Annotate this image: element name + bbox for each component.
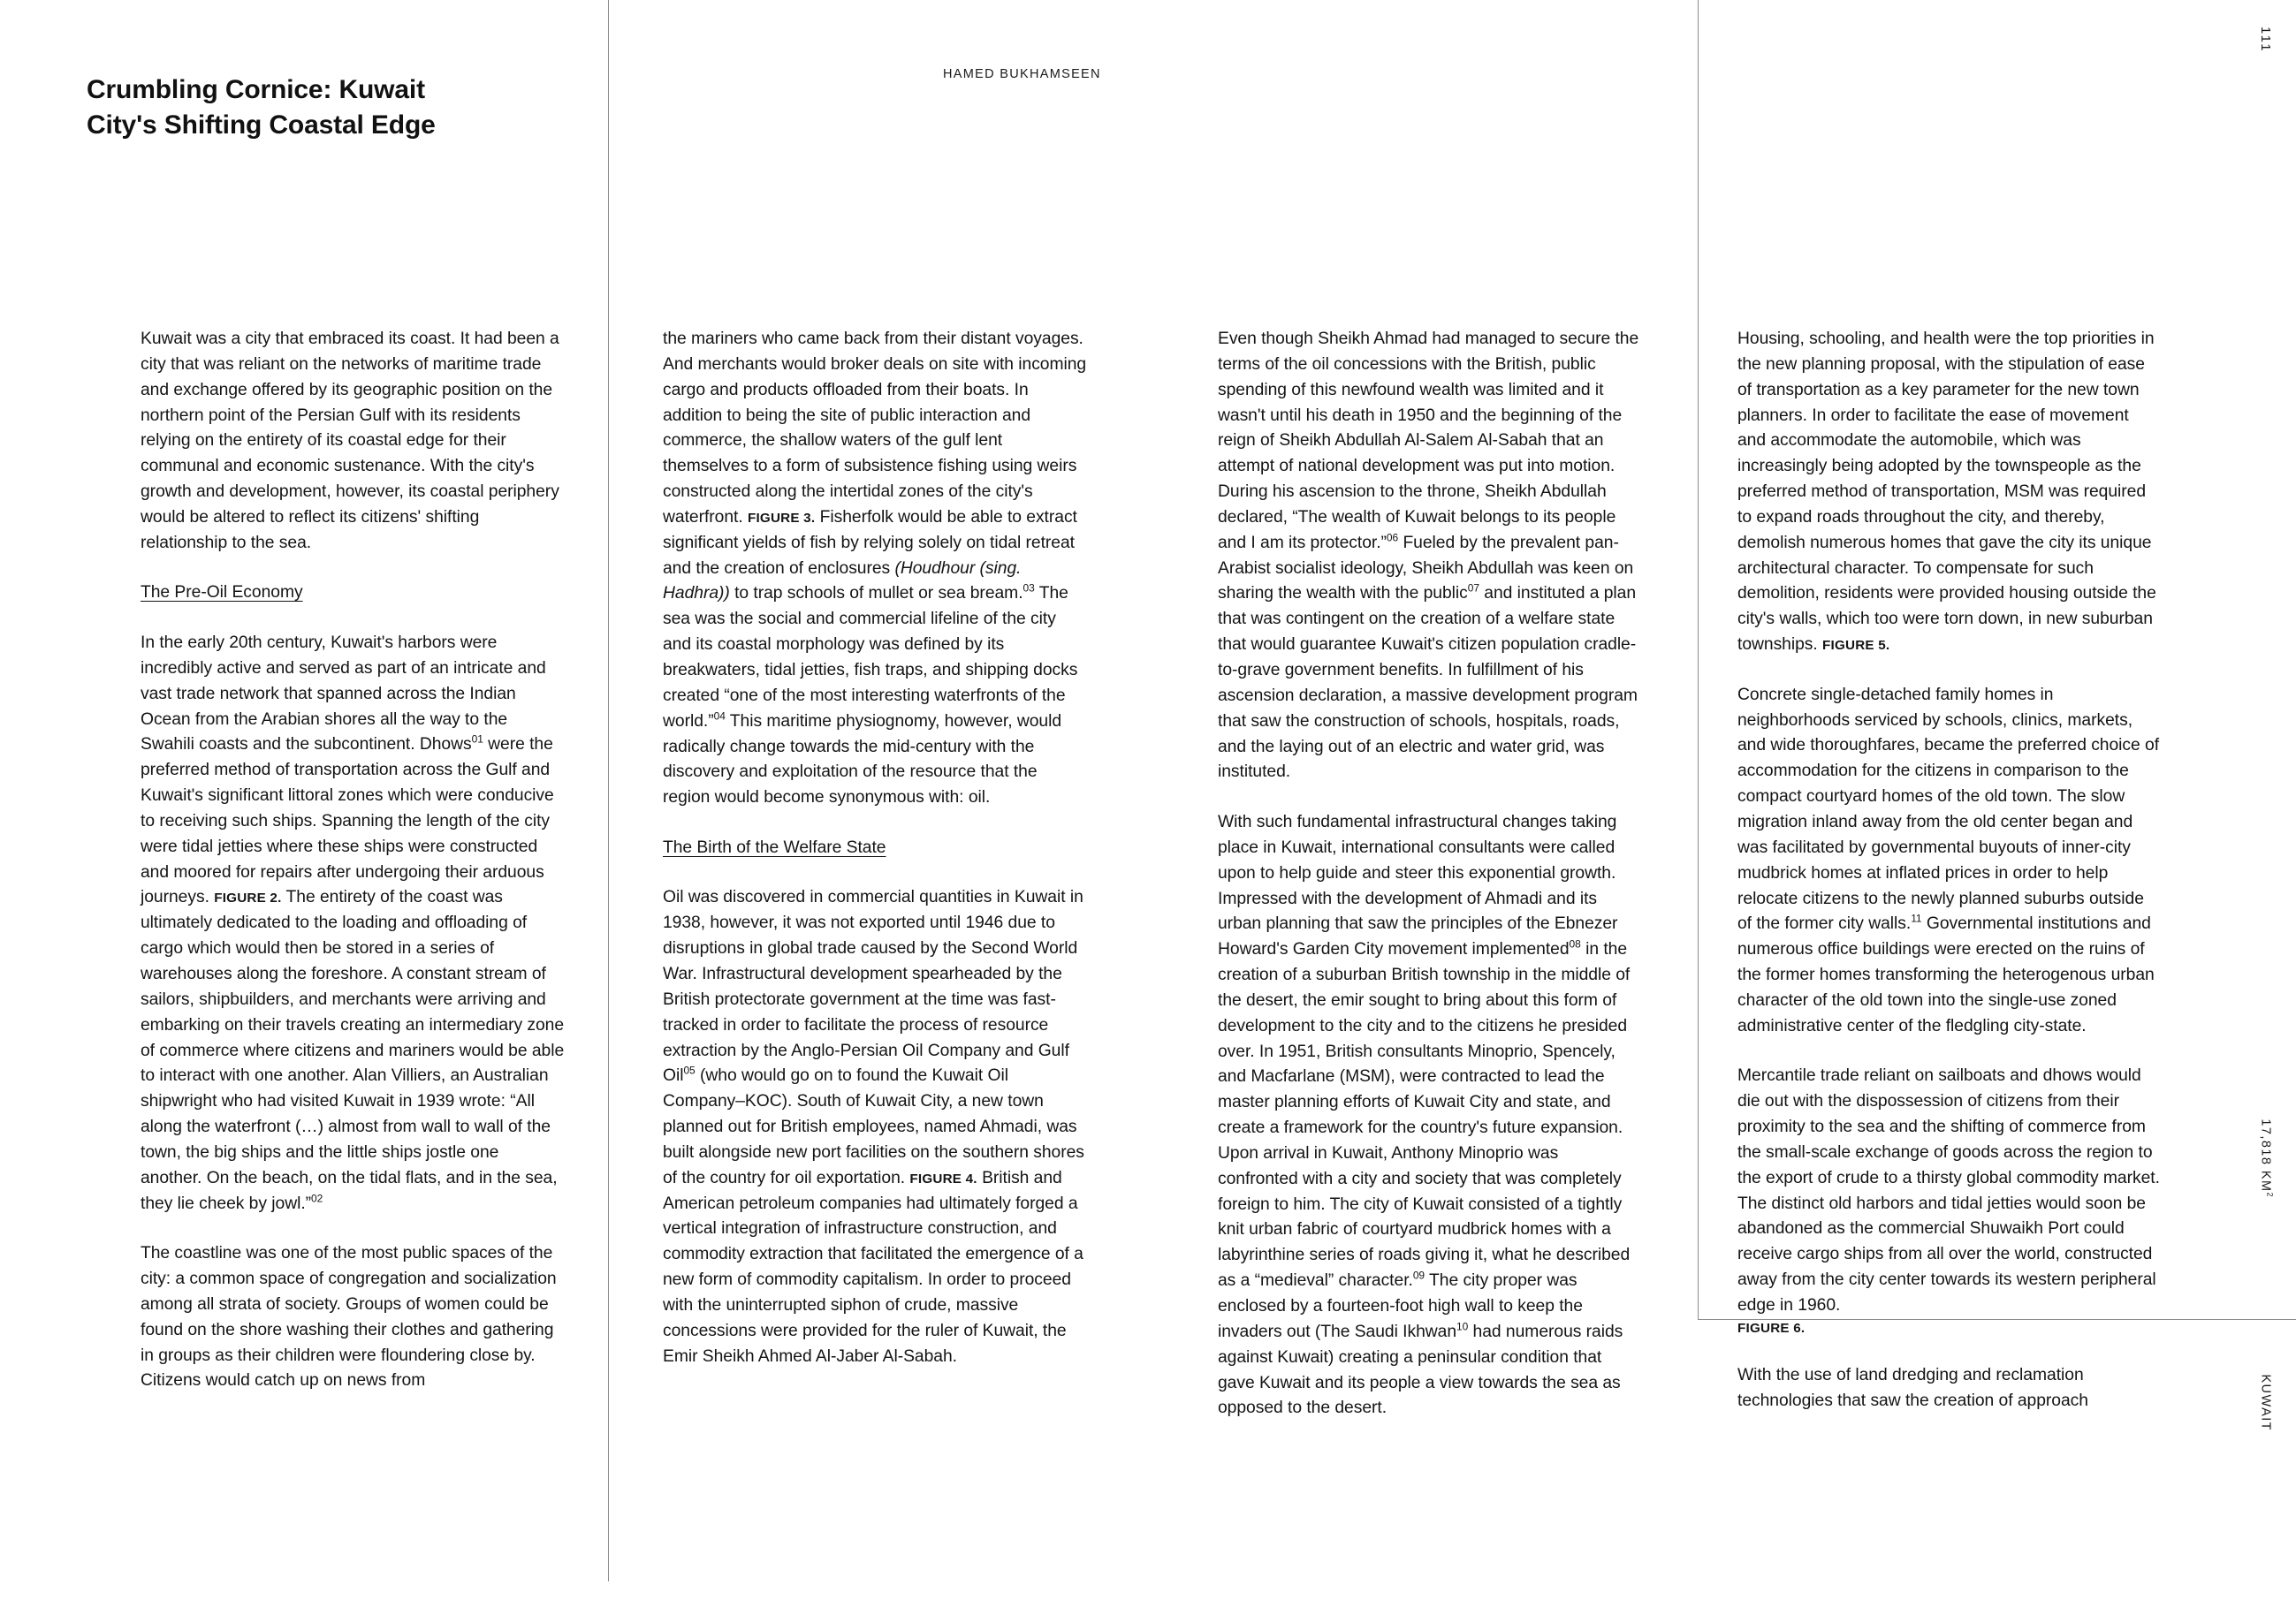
paragraph	[141, 631, 565, 1217]
paragraph-part: The sea was the social and commercial lifeline of the city and its coastal morphology was defined by its breakwaters, tidal jetties, fish traps, and shipping docks created “one of the most interesting waterfronts of the world.”	[663, 584, 1078, 731]
article-body	[0, 327, 2296, 1564]
text-column-4	[1737, 327, 2162, 1414]
paragraph	[663, 327, 1087, 811]
running-head: HAMED BUKHAMSEEN	[943, 67, 1101, 81]
paragraph-part: Mercantile trade reliant on sailboats and dhows would die out with the dispossession of citizens from their proximity to the sea and the shifting of commerce from the small-scale exchange of goods across the region to the export of crude to a thirsty global commodity market. The distinct old harbors and tidal jetties would soon be abandoned as the commercial Shuwaikh Port could receive cargo ships from all over the world, constructed away from the city center towards its western peripheral edge in 1960.	[1737, 1066, 2160, 1315]
paragraph-part: the mariners who came back from their distant voyages. And merchants would broker deals on site with incoming cargo and products offloaded from their boats. In addition to being the site of public interaction and commerce, the shallow waters of the gulf lent themselves to a form of subsistence fishing using weirs constructed along the intertidal zones of the city's waterfront.	[663, 330, 1087, 527]
paragraph-part: Oil was discovered in commercial quantities in Kuwait in 1938, however, it was not exported until 1946 due to disruptions in global trade caused by the Second World War. Infrastructural development spearheaded by the British protectorate government at the time was fast-tracked in order to facilitate the process of resource extraction by the Anglo-Persian Oil Company and Gulf Oil	[663, 888, 1083, 1086]
footnote-marker: 05	[683, 1064, 696, 1077]
footnote-marker: 07	[1467, 582, 1479, 595]
side-label-area: 17,818 $KM^2$	[2259, 1118, 2275, 1198]
paragraph-part: Housing, schooling, and health were the top priorities in the new planning proposal, with the stipulation of ease of transportation as a key parameter for the new town planners. In order to facilitate the ease of movement and accommodate the automobile, which was increasingly being adopted by the townspeople as the preferred method of transportation, MSM was required to expand roads throughout the city, and thereby, demolish numerous homes that gave the city its unique architectural character. To compensate for such demolition, residents were provided housing outside the city's walls, which too were torn down, in new suburban townships.	[1737, 330, 2156, 655]
paragraph-part: were the preferred method of transportation across the Gulf and Kuwait's significant littoral zones which were conducive to receiving such ships. Spanning the length of the city were tidal jetties where these ships were constructed and moored for repairs after undergoing their arduous journeys.	[141, 735, 554, 907]
footnote-marker: 09	[1412, 1269, 1425, 1282]
paragraph	[663, 885, 1087, 1369]
text-column-3	[1218, 327, 1642, 1422]
figure-reference: FIGURE 5.	[1822, 638, 1890, 654]
figure-reference: FIGURE 2.	[214, 891, 282, 906]
side-label-country: KUWAIT	[2259, 1374, 2273, 1431]
footnote-marker: 10	[1456, 1320, 1469, 1333]
footnote-marker: 04	[713, 709, 726, 723]
paragraph-part: British and American petroleum companies had ultimately forged a vertical integration of infrastructure construction, and commodity extraction that facilitated the emergence of a new form of commodity capitalism. In order to proceed with the uninterrupted siphon of crude, massive concessions were provided for the ruler of Kuwait, the Emir Sheikh Ahmed Al-Jaber Al-Sabah.	[663, 1168, 1083, 1366]
page-number: 111	[2258, 26, 2273, 53]
paragraph-part: Fisherfolk would be able to extract significant yields of fish by relying solely on tidal retreat and the creation of enclosures	[663, 507, 1077, 578]
paragraph	[1737, 327, 2162, 658]
paragraph-part: Fueled by the prevalent pan-Arabist socialist ideology, Sheikh Abdullah was keen on sharing the wealth with the public	[1218, 533, 1634, 603]
figure-reference: FIGURE 3.	[747, 510, 816, 526]
paragraph: With the use of land dredging and reclamation technologies that saw the creation of approach	[1737, 1366, 2088, 1411]
paragraph: The coastline was one of the most public spaces of the city: a common space of congregation and socialization among all strata of society. Groups of women could be found on the shore washing their clothes and gathering in groups as their children were floundering close by. Citizens would catch up on news from	[141, 1244, 557, 1391]
text-column-2	[663, 327, 1087, 1369]
italic-term: (Houdhour (sing. Hadhra))	[663, 558, 1022, 603]
subheading-birth-of-welfare-state: The Birth of the Welfare State	[663, 838, 886, 857]
paragraph-part: (who would go on to found the Kuwait Oil Company–KOC). South of Kuwait City, a new town planned out for British employees, named Ahmadi, was built alongside new port facilities on the southern shores of the country for oil exportation.	[663, 1066, 1084, 1187]
footnote-marker: 11	[1911, 912, 1922, 925]
footnote-marker: 03	[1023, 582, 1035, 595]
paragraph	[1737, 1064, 2162, 1338]
footnote-marker: 08	[1569, 937, 1581, 951]
paragraph	[1218, 810, 1642, 1422]
paragraph-part: The entirety of the coast was ultimately dedicated to the loading and offloading of cargo which would then be stored in a series of warehouses along the foreshore. A constant stream of sailors, shipbuilders, and merchants were arriving and embarking on their travels creating an intermediary zone of commerce where citizens and mariners would be able to interact with one another. Alan Villiers, an Australian shipwright who had visited Kuwait in 1939 wrote: “All along the waterfront (…) almost from wall to wall of the town, the big ships and the little ships jostle one another. On the beach, on the tidal flats, and in the sea, they lie cheek by jowl.”	[141, 888, 565, 1213]
paragraph-part: Concrete single-detached family homes in neighborhoods serviced by schools, clinics, markets, and wide thoroughfares, became the preferred choice of accommodation for the citizens in comparison to the compact courtyard homes of the old town. The slow migration inland away from the old center began and was facilitated by governmental buyouts of inner-city mudbrick homes at inflated prices in order to help relocate citizens to the newly planned suburbs outside of the former city walls.	[1737, 685, 2160, 934]
paragraph-part: had numerous raids against Kuwait) creating a peninsular condition that gave Kuwait and its people a view towards the sea as opposed to the desert.	[1218, 1322, 1623, 1418]
paragraph-part: to trap schools of mullet or sea bream.	[729, 584, 1023, 603]
paragraph-part: in the creation of a suburban British township in the middle of the desert, the emir sought to bring about this form of development to the city and to the citizens he presided over. In 1951, British consultants Minoprio, Spencely, and Macfarlane (MSM), were contracted to lead the master planning efforts of Kuwait City and state, and create a framework for the country's future expansion. Upon arrival in Kuwait, Anthony Minoprio was confronted with a city and society that was completely foreign to him. The city of Kuwait consisted of a tightly knit urban fabric of courtyard mudbrick homes with a labyrinthine series of roads giving it, what he described as a “medieval” character.	[1218, 940, 1631, 1291]
paragraph-part: and instituted a plan that was contingent on the creation of a welfare state that would guarantee Kuwait's citizen population cradle-to-grave government benefits. In fulfillment of his ascension declaration, a massive development program that saw the construction of schools, hospitals, roads, and the laying out of an electric and water grid, was instituted.	[1218, 584, 1638, 782]
paragraph-part: This maritime physiognomy, however, would radically change towards the mid-century with the discovery and exploitation of the resource that the region would become synonymous with: oil.	[663, 711, 1062, 808]
paragraph	[1218, 327, 1642, 785]
paragraph-part: Governmental institutions and numerous office buildings were erected on the ruins of the former homes transforming the heterogenous urban character of the old town into the single-use zoned administrative center of the fledgling city-state.	[1737, 914, 2155, 1035]
footnote-marker: 02	[311, 1192, 323, 1205]
paragraph-part: With such fundamental infrastructural changes taking place in Kuwait, international consultants were called upon to help guide and steer this exponential growth. Impressed with the development of Ahmadi and its urban planning that saw the principles of the Ebnezer Howard's Garden City movement implemented	[1218, 812, 1618, 959]
footnote-marker: 01	[471, 732, 483, 746]
figure-reference: FIGURE 4.	[909, 1171, 977, 1187]
footnote-marker: 06	[1386, 531, 1399, 544]
subheading-pre-oil-economy: The Pre-Oil Economy	[141, 583, 303, 603]
page-title: Crumbling Cornice: Kuwait City's Shifting Coastal Edge	[87, 75, 436, 140]
paragraph: Kuwait was a city that embraced its coast. It had been a city that was reliant on the networks of maritime trade and exchange offered by its geographic position on the northern point of the Persian Gulf with its residents relying on the entirety of its coastal edge for their communal and economic sustenance. With the city's growth and development, however, its coastal periphery would be altered to reflect its citizens' shifting relationship to the sea.	[141, 330, 559, 552]
figure-reference: FIGURE 6.	[1737, 1320, 1806, 1336]
paragraph	[1737, 683, 2162, 1040]
paragraph-part: In the early 20th century, Kuwait's harbors were incredibly active and served as part of an intricate and vast trade network that spanned across the Indian Ocean from the Arabian shores all the way to the Swahili coasts and the subcontinent. Dhows	[141, 633, 546, 755]
text-column-1	[141, 327, 565, 1419]
paragraph-part: Even though Sheikh Ahmad had managed to secure the terms of the oil concessions with the British, public spending of this newfound wealth was limited and it wasn't until his death in 1950 and the beginning of the reign of Sheikh Abdullah Al-Salem Al-Sabah that an attempt of national development was put into motion. During his ascension to the throne, Sheikh Abdullah declared, “The wealth of Kuwait belongs to its people and I am its protector.”	[1218, 330, 1639, 552]
paragraph-part: The city proper was enclosed by a fourteen-foot high wall to keep the invaders out (The Saudi Ikhwan	[1218, 1271, 1583, 1341]
